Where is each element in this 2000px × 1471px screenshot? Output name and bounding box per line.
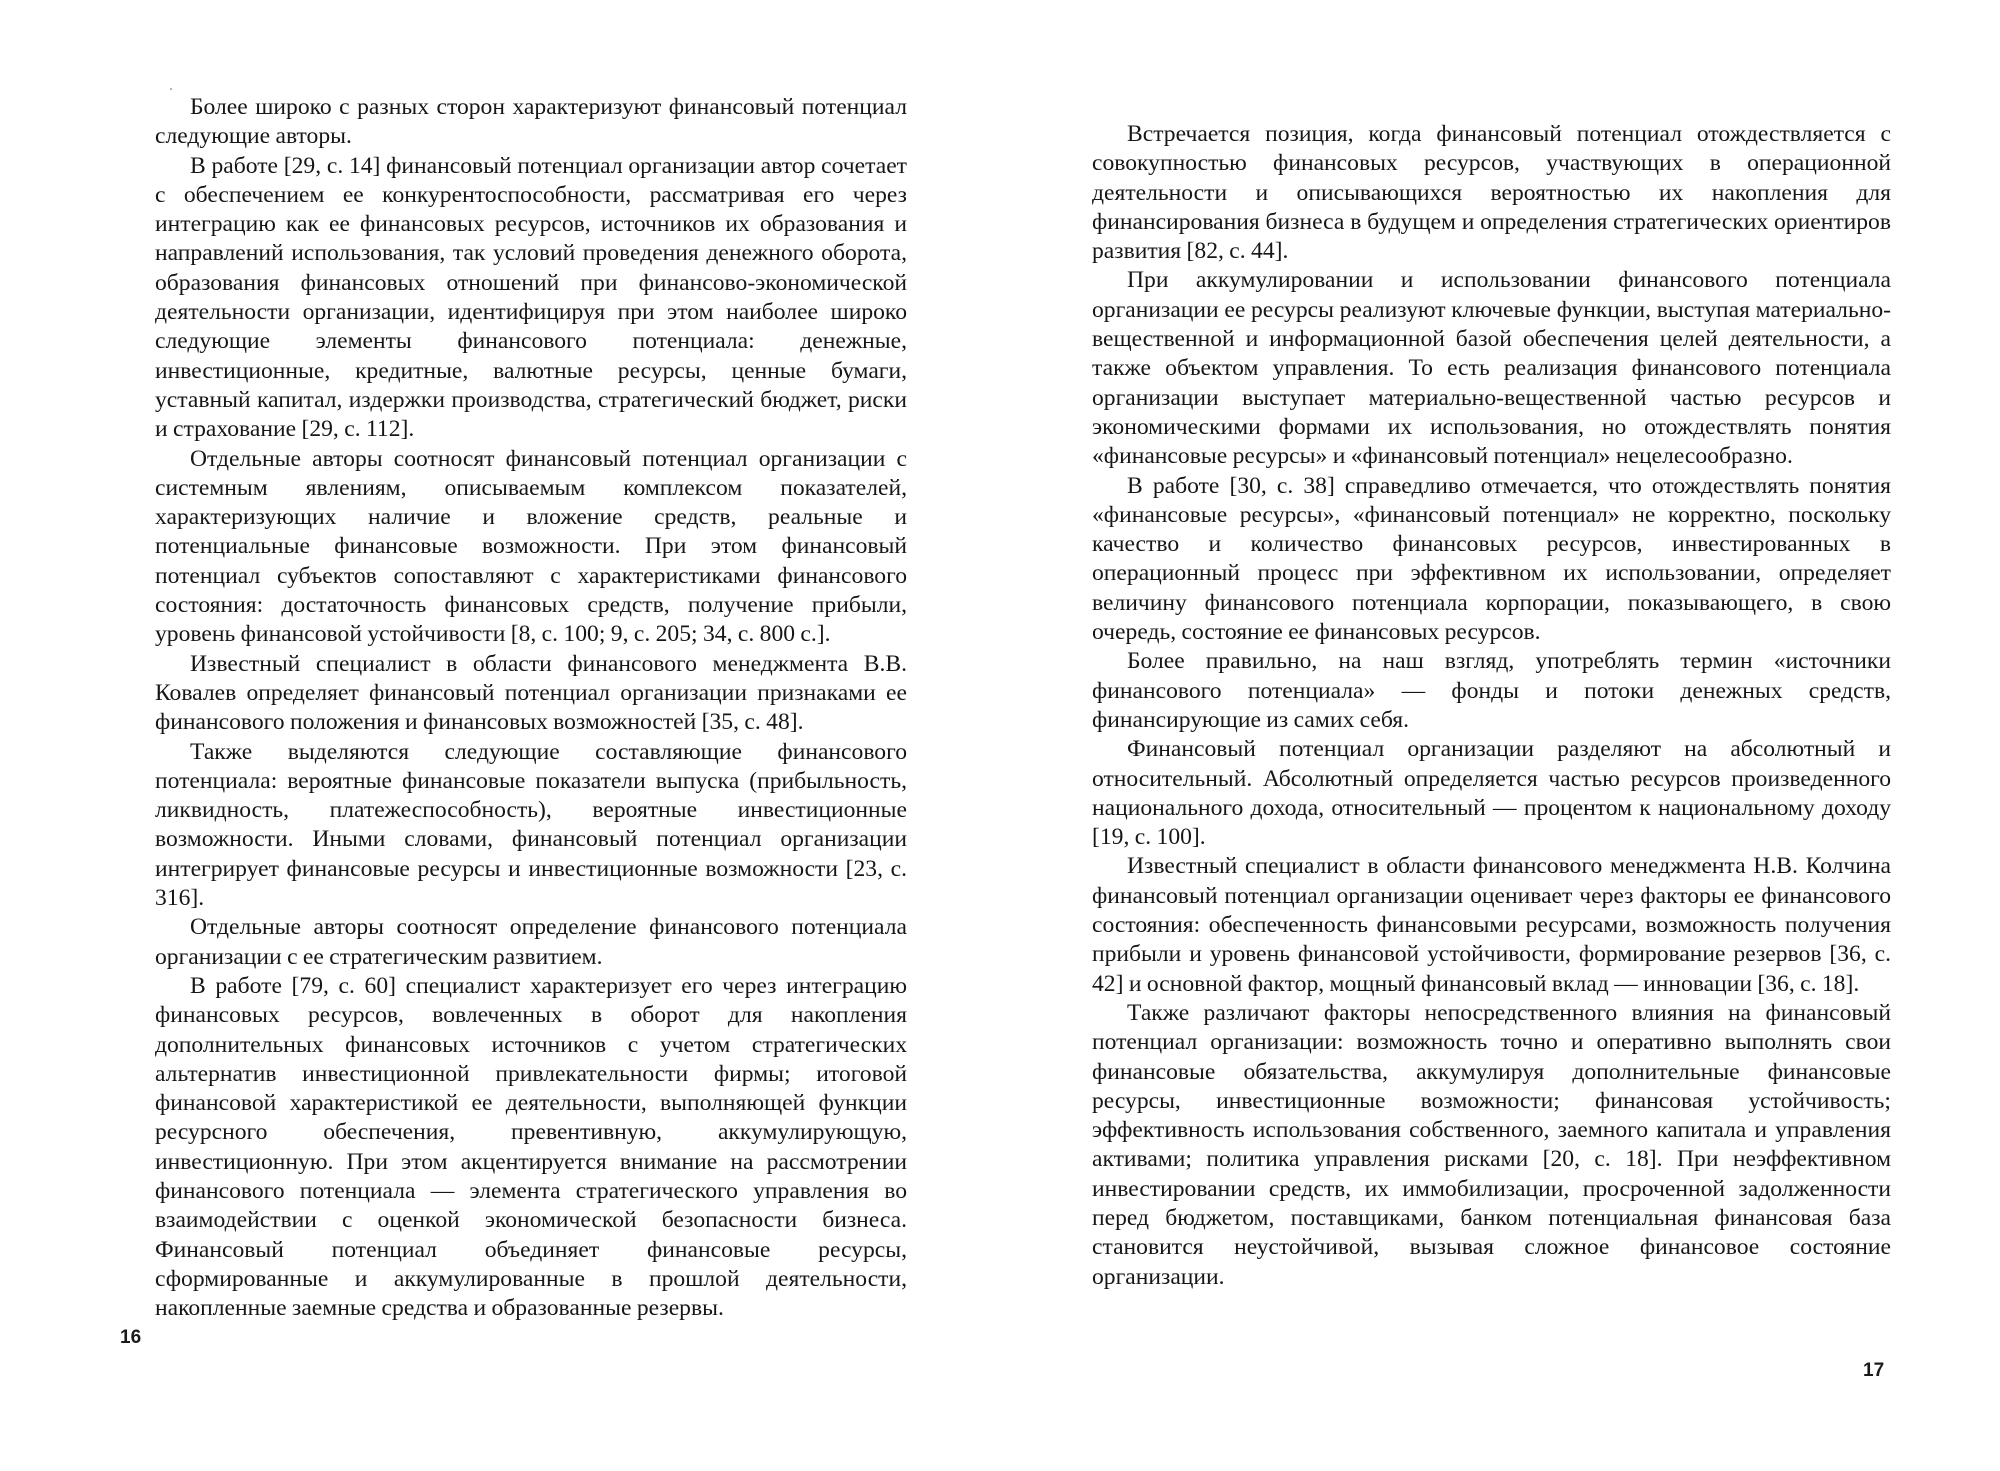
paragraph: В работе [79, с. 60] специалист характеризует его через интеграцию финансовых ресурсов, вовлеченных в оборот для накопления дополнительных финансовых источников с учетом стратегических альтернатив инвестиционной привлекательности фирмы; итоговой финансовой характеристикой ее деятельности, выполняющей функции ресурсного обеспечения, превентивную, аккумулирующую, инвестиционную. При этом акцентируется внимание на рассмотрении финансового потенциала — элемента стратегического управления во взаимодействии с оценкой экономической безопасности бизнеса. Финансовый потенциал объединяет финансовые ресурсы, сформированные и аккумулированные в прошлой деятельности, накопленные заемные средства и образованные резервы.: [155, 972, 907, 1322]
paragraph: Более широко с разных сторон характеризуют финансовый потенциал следующие авторы.: [155, 94, 907, 150]
paragraph: Отдельные авторы соотносят определение финансового потенциала организации с ее стратегическим развитием.: [155, 914, 907, 970]
page-number: 17: [1863, 1360, 1885, 1381]
paragraph: Известный специалист в области финансового менеджмента В.В. Ковалев определяет финансовый потенциал организации признаками ее финансового положения и финансовых возможностей [35, с. 48].: [155, 650, 907, 736]
paragraph: Известный специалист в области финансового менеджмента Н.В. Колчина финансовый потенциал организации оценивает через факторы ее финансового состояния: обеспеченность финансовыми ресурсами, возможность получения прибыли и уровень финансовой устойчивости, формирование резервов [36, с. 42] и основной фактор, мощный финансовый вклад — инновации [36, с. 18].: [1092, 853, 1891, 997]
paragraph: В работе [29, с. 14] финансовый потенциал организации автор сочетает с обеспечением ее конкурентоспособности, рассматривая его через интеграцию как ее финансовых ресурсов, источников их образования и направлений использования, так условий проведения денежного оборота, образования финансовых отношений при финансово-экономической деятельности организации, идентифицируя при этом наиболее широко следующие элементы финансового потенциала: денежные, инвестиционные, кредитные, валютные ресурсы, ценные бумаги, уставный капитал, издержки производства, стратегический бюджет, риски и страхование [29, с. 112].: [155, 152, 907, 443]
paragraph: Финансовый потенциал организации разделяют на абсолютный и относительный. Абсолютный определяется частью ресурсов произведенного национального дохода, относительный — процентом к национальному доходу [19, с. 100].: [1092, 736, 1891, 851]
right-page: [1000, 0, 2000, 1471]
paragraph: При аккумулировании и использовании финансового потенциала организации ее ресурсы реализуют ключевые функции, выступая материально-вещественной и информационной базой обеспечения целей деятельности, а также объектом управления. То есть реализация финансового потенциала организации выступает материально-вещественной частью ресурсов и экономическими формами их использования, но отождествлять понятия «финансовые ресурсы» и «финансовый потенциал» нецелесообразно.: [1092, 267, 1891, 470]
paragraph: В работе [30, с. 38] справедливо отмечается, что отождествлять понятия «финансовые ресурсы», «финансовый потенциал» не корректно, поскольку качество и количество финансовых ресурсов, инвестированных в операционный процесс при эффективном их использовании, определяет величину финансового потенциала корпорации, показывающего, в свою очередь, состояние ее финансовых ресурсов.: [1092, 472, 1891, 646]
paragraph: Отдельные авторы соотносят финансовый потенциал организации с системным явлениям, описываемым комплексом показателей, характеризующих наличие и вложение средств, реальные и потенциальные финансовые возможности. При этом финансовый потенциал субъектов сопоставляют с характеристиками финансового состояния: достаточность финансовых средств, получение прибыли, уровень финансовой устойчивости [8, с. 100; 9, с. 205; 34, с. 800 с.].: [155, 445, 907, 648]
paragraph: Также различают факторы непосредственного влияния на финансовый потенциал организации: возможность точно и оперативно выполнять свои финансовые обязательства, аккумулируя дополнительные финансовые ресурсы, инвестиционные возможности; финансовая устойчивость; эффективность использования собственного, заемного капитала и управления активами; политика управления рисками [20, с. 18]. При неэффективном инвестировании средств, их иммобилизации, просроченной задолженности перед бюджетом, поставщиками, банком потенциальная финансовая база становится неустойчивой, вызывая сложное финансовое состояние организации.: [1092, 999, 1891, 1290]
left-page-text: [155, 93, 907, 1323]
paragraph: Более правильно, на наш взгляд, употреблять термин «источники финансового потенциала» — фонды и потоки денежных средств, финансирующие из самих себя.: [1092, 648, 1891, 733]
paragraph: Встречается позиция, когда финансовый потенциал отождествляется с совокупностью финансовых ресурсов, участвующих в операционной деятельности и описывающихся вероятностью их накопления для финансирования бизнеса в будущем и определения стратегических ориентиров развития [82, с. 44].: [1092, 121, 1891, 265]
page-number: 16: [120, 1327, 142, 1348]
paragraph: Также выделяются следующие составляющие финансового потенциала: вероятные финансовые показатели выпуска (прибыльность, ликвидность, платежеспособность), вероятные инвестиционные возможности. Иными словами, финансовый потенциал организации интегрирует финансовые ресурсы и инвестиционные возможности [23, с. 316].: [155, 738, 907, 912]
right-page-text: [1092, 120, 1891, 1292]
scan-speck: [170, 88, 172, 90]
